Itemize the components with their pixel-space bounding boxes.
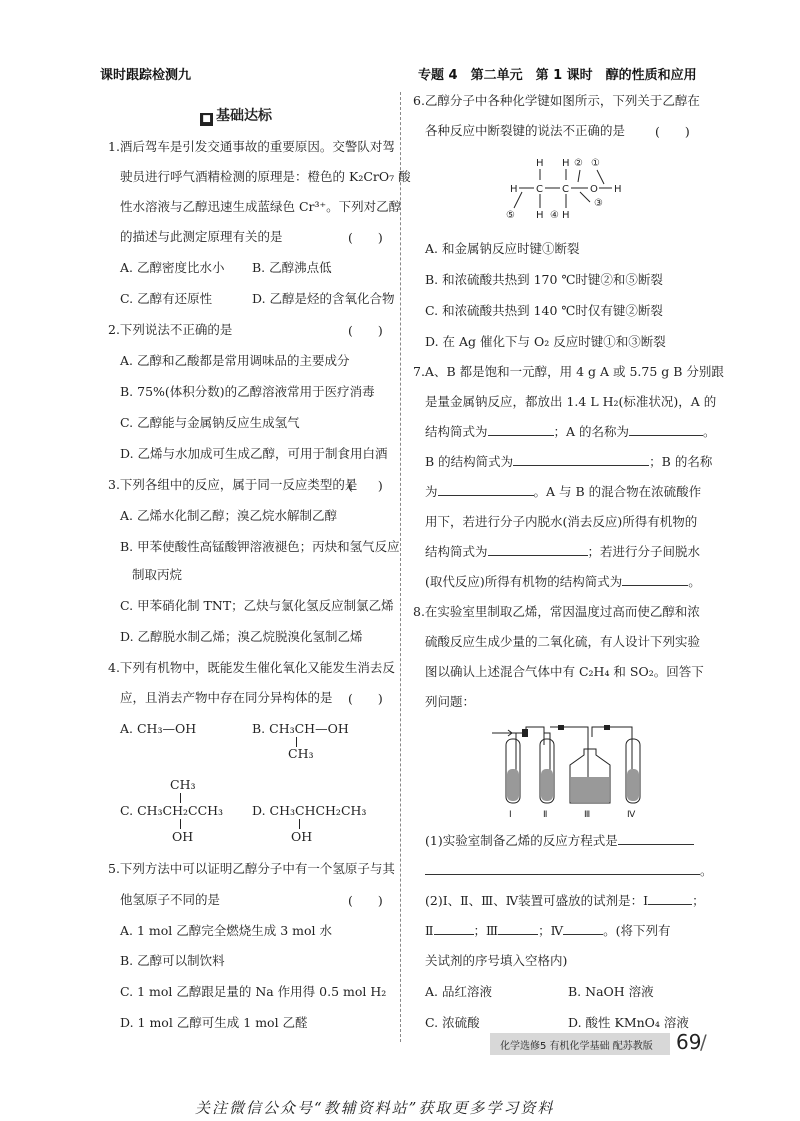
q7-blank-b-name[interactable]	[438, 483, 534, 496]
diag-h-bottom-1: H	[536, 210, 544, 221]
section-title-text: 基础达标	[216, 108, 272, 124]
q3-option-b-line2: 制取丙烷	[132, 567, 183, 582]
q4-line1: 4.下列有机物中，既能发生催化氧化又能发生消去反	[108, 660, 395, 675]
q7-l3-label-a: 结构简式为	[425, 424, 488, 439]
q5-option-b: B. 乙醇可以制饮料	[120, 953, 225, 968]
q8-line4: 列问题：	[425, 694, 476, 709]
section-icon: ■	[200, 113, 213, 126]
q1-option-b: B. 乙醇沸点低	[252, 260, 332, 275]
q8-label-iii: ；Ⅲ	[473, 923, 499, 938]
q8-line2: 硫酸反应生成少量的二氧化硫，有人设计下列实验	[425, 634, 701, 649]
section-title	[200, 105, 272, 126]
q2-option-d: D. 乙烯与水加成可生成乙醇，可用于制食用白酒	[120, 446, 388, 461]
diag-num-5: ⑤	[506, 210, 515, 221]
q6-answer-paren: ( )	[655, 124, 690, 139]
diag-num-2: ②	[574, 158, 583, 169]
q3-option-b-line1: B. 甲苯使酸性高锰酸钾溶液褪色；丙炔和氢气反应	[120, 539, 400, 554]
q7-line1: 7.A、B 都是饱和一元醇，用 4 g A 或 5.75 g B 分别跟	[413, 364, 724, 379]
q6-option-c: C. 和浓硫酸共热到 140 ℃时仅有键②断裂	[425, 303, 663, 318]
q8-option-a: A. 品红溶液	[425, 984, 492, 999]
q1-option-c: C. 乙醇有还原性	[120, 291, 213, 306]
diag-h-bottom-2: H	[562, 210, 570, 221]
q4-option-b-sub: CH₃	[288, 746, 314, 761]
q8-label-iv: ；Ⅳ	[538, 923, 564, 938]
q3-answer-paren: ( )	[348, 478, 383, 493]
q8-option-b: B. NaOH 溶液	[568, 984, 654, 999]
apparatus-label-3: Ⅲ	[584, 810, 591, 820]
q8-sub1-end: 。	[700, 863, 713, 878]
header-left: 课时跟踪检测九	[100, 68, 192, 83]
q1-line3: 性水溶液与乙醇迅速生成蓝绿色 Cr³⁺。下列对乙醇	[120, 199, 402, 214]
apparatus-label-4: Ⅳ	[627, 810, 636, 820]
q8-sub1-blank[interactable]	[618, 832, 694, 845]
q1-answer-paren: ( )	[348, 230, 383, 245]
q7-l8-end: 。	[688, 574, 701, 589]
q8-sub2-label: (2)Ⅰ、Ⅱ、Ⅲ、Ⅳ装置可盛放的试剂是：Ⅰ	[425, 893, 649, 908]
diag-c1: C	[536, 184, 543, 195]
diag-num-4: ④	[550, 210, 559, 221]
q7-line7	[425, 543, 700, 561]
q8-blank-iv[interactable]	[563, 922, 603, 935]
q8-sub2-line1	[425, 892, 705, 910]
apparatus-label-1: Ⅰ	[509, 810, 512, 820]
q8-sub1-label: (1)实验室制备乙烯的反应方程式是	[425, 833, 618, 848]
q8-line1: 8.在实验室里制取乙烯，常因温度过高而使乙醇和浓	[413, 604, 700, 619]
q8-sub2-line3: 关试剂的序号填入空格内)	[425, 953, 568, 968]
q7-l7-label-a: 结构简式为	[425, 544, 488, 559]
q4-line2: 应，且消去产物中存在同分异构体的是	[120, 690, 333, 705]
q1-line4: 的描述与此测定原理有关的是	[120, 229, 283, 244]
diag-h-right: H	[614, 184, 622, 195]
apparatus-label-2: Ⅱ	[543, 810, 548, 820]
header-right: 专题 4 第二单元 第 1 课时 醇的性质和应用	[418, 68, 697, 83]
q7-line3	[425, 423, 716, 441]
q7-blank-a-structure[interactable]	[488, 423, 554, 436]
q5-line2: 他氢原子不同的是	[120, 892, 221, 907]
q7-l8-label-a: (取代反应)所得有机物的结构简式为	[425, 574, 623, 589]
q8-sub2-note: 。(将下列有	[603, 923, 671, 938]
page-number: 69	[676, 1030, 702, 1054]
diag-o: O	[590, 184, 598, 195]
q7-l3-label-b: ；A 的名称为	[553, 424, 630, 439]
q8-option-c: C. 浓硫酸	[425, 1015, 480, 1030]
q7-l3-end: 。	[703, 424, 716, 439]
q4-option-d: D. CH₃CHCH₂CH₃	[252, 803, 367, 818]
q7-line8	[425, 573, 701, 591]
q3-option-c: C. 甲苯硝化制 TNT；乙炔与氯化氢反应制氯乙烯	[120, 598, 394, 613]
q7-l5-label-b: 。A 与 B 的混合物在浓硫酸作	[533, 484, 702, 499]
q2-answer-paren: ( )	[348, 323, 383, 338]
q7-line4	[425, 453, 712, 471]
q2-option-b: B. 75%(体积分数)的乙醇溶液常用于医疗消毒	[120, 384, 375, 399]
q5-line1: 5.下列方法中可以证明乙醇分子中有一个氢原子与其	[108, 861, 395, 876]
q8-sub2-line2	[425, 922, 670, 940]
q7-l7-label-b: ；若进行分子间脱水	[587, 544, 701, 559]
q3-stem: 3.下列各组中的反应，属于同一反应类型的是	[108, 477, 358, 492]
q7-blank-elimination[interactable]	[488, 543, 588, 556]
diag-num-3: ③	[594, 198, 603, 209]
diag-c2: C	[562, 184, 569, 195]
q8-blank-ii[interactable]	[434, 922, 474, 935]
q8-line3: 图以确认上述混合气体中有 C₂H₄ 和 SO₂。回答下	[425, 664, 704, 679]
q8-label-ii: Ⅱ	[425, 923, 434, 938]
q7-blank-substitution[interactable]	[622, 573, 688, 586]
q1-option-a: A. 乙醇密度比水小	[120, 260, 225, 275]
q7-blank-b-structure[interactable]	[513, 453, 649, 466]
q2-option-a: A. 乙醇和乙酸都是常用调味品的主要成分	[120, 353, 350, 368]
q2-option-c: C. 乙醇能与金属钠反应生成氢气	[120, 415, 300, 430]
q8-sub1-line	[425, 832, 694, 850]
q1-line1: 1.酒后驾车是引发交通事故的重要原因。交警队对驾	[108, 139, 395, 154]
q8-sub2-sep: ；	[692, 893, 705, 908]
q6-option-d: D. 在 Ag 催化下与 O₂ 反应时键①和③断裂	[425, 334, 666, 349]
footer-book-title: 化学选修5 有机化学基础 配苏教版	[500, 1041, 653, 1052]
bottom-watermark: 关注微信公众号“教辅资料站”获取更多学习资料	[195, 1099, 555, 1117]
q4-option-a: A. CH₃—OH	[120, 721, 197, 736]
q4-option-c-top: CH₃	[170, 777, 196, 792]
q7-line6: 用下，若进行分子内脱水(消去反应)所得有机物的	[425, 514, 698, 529]
q8-blank-iii[interactable]	[498, 922, 538, 935]
q4-option-c: C. CH₃CH₂CCH₃	[120, 803, 224, 818]
q6-line2: 各种反应中断裂键的说法不正确的是	[425, 123, 626, 138]
q7-l5-label-a: 为	[425, 484, 438, 499]
q1-line2: 驶员进行呼气酒精检测的原理是：橙色的 K₂CrO₇ 酸	[120, 169, 411, 184]
diag-h-left: H	[510, 184, 518, 195]
q8-blank-i[interactable]	[648, 892, 692, 905]
diag-num-3-top: ①	[591, 158, 600, 169]
q8-sub1-line2	[425, 862, 713, 880]
q4-option-d-sub: OH	[291, 829, 313, 844]
column-divider	[400, 92, 401, 1042]
q5-option-d: D. 1 mol 乙醇可生成 1 mol 乙醛	[120, 1015, 308, 1030]
q5-answer-paren: ( )	[348, 893, 383, 908]
ethanol-bond-diagram	[500, 152, 640, 224]
q8-sub1-blank-2[interactable]	[425, 862, 700, 875]
q7-l4-label-b: ；B 的名称	[649, 454, 713, 469]
q3-option-a: A. 乙烯水化制乙醇；溴乙烷水解制乙醇	[120, 508, 337, 523]
q4-answer-paren: ( )	[348, 691, 383, 706]
q5-option-c: C. 1 mol 乙醇跟足量的 Na 作用得 0.5 mol H₂	[120, 984, 387, 999]
q7-blank-a-name[interactable]	[629, 423, 703, 436]
q6-option-b: B. 和浓硫酸共热到 170 ℃时键②和⑤断裂	[425, 272, 663, 287]
q7-line5	[425, 483, 701, 501]
q2-stem: 2.下列说法不正确的是	[108, 322, 233, 337]
diag-h-top-1: H	[536, 158, 544, 169]
q6-option-a: A. 和金属钠反应时键①断裂	[425, 241, 580, 256]
q8-option-d: D. 酸性 KMnO₄ 溶液	[568, 1015, 689, 1030]
gas-washing-apparatus	[492, 725, 652, 821]
page-slash: /	[700, 1030, 707, 1054]
q3-option-d: D. 乙醇脱水制乙烯；溴乙烷脱溴化氢制乙烯	[120, 629, 363, 644]
q7-l4-label-a: B 的结构简式为	[425, 454, 514, 469]
q1-option-d: D. 乙醇是烃的含氧化合物	[252, 291, 395, 306]
q7-line2: 是量金属钠反应，都放出 1.4 L H₂(标准状况)，A 的	[425, 394, 717, 409]
diag-h-top-2: H	[562, 158, 570, 169]
q5-option-a: A. 1 mol 乙醇完全燃烧生成 3 mol 水	[120, 923, 332, 938]
q6-line1: 6.乙醇分子中各种化学键如图所示，下列关于乙醇在	[413, 93, 700, 108]
q4-option-b: B. CH₃CH—OH	[252, 721, 349, 736]
q4-option-c-sub: OH	[172, 829, 194, 844]
